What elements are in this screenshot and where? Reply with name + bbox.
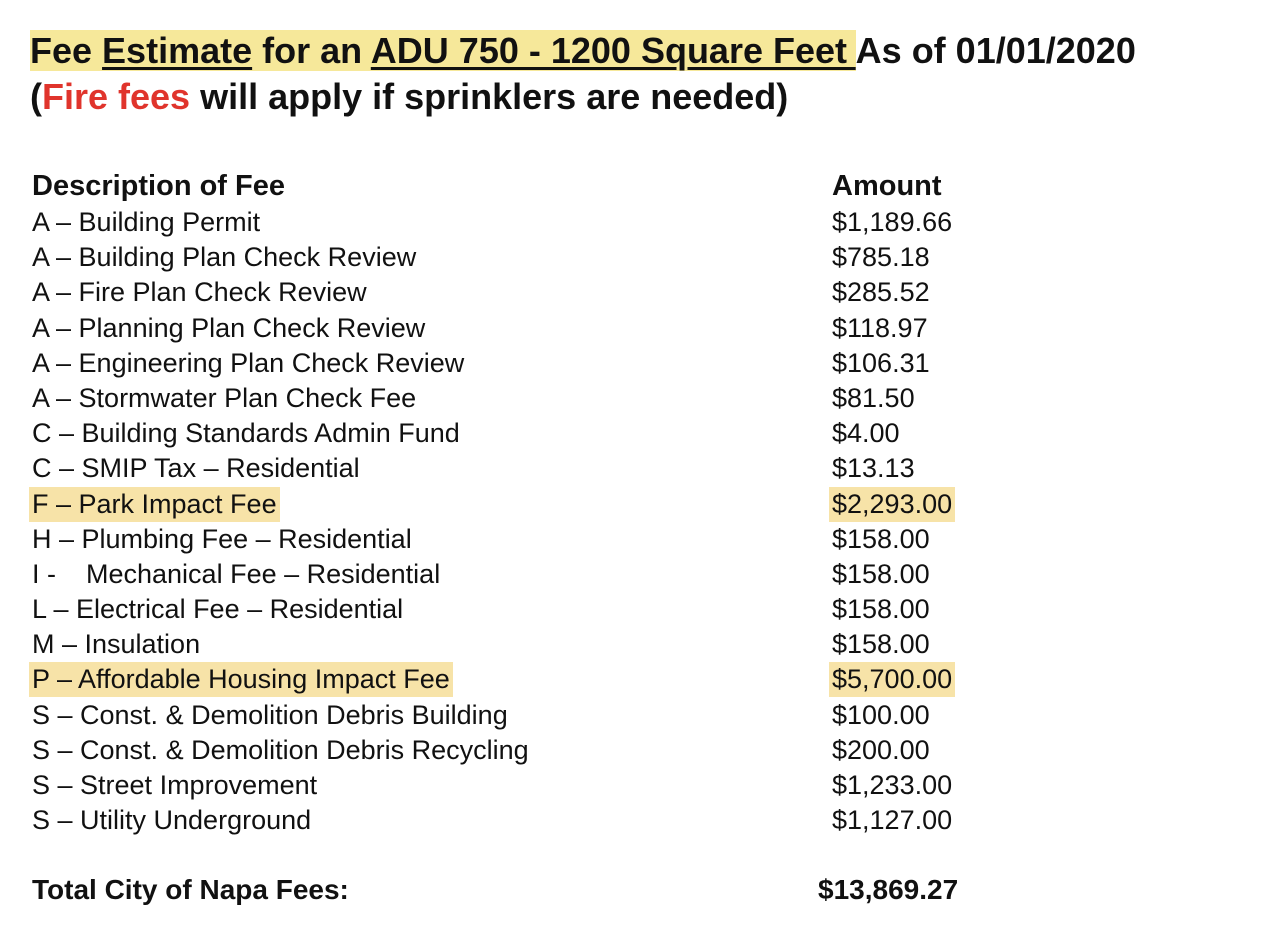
fee-description: S – Const. & Demolition Debris Recycling [32, 734, 529, 765]
fee-amount: $4.00 [832, 418, 900, 449]
fee-amount: $158.00 [832, 523, 930, 554]
fee-row [32, 592, 992, 627]
fee-table-header [32, 168, 992, 204]
fee-description: I - Mechanical Fee – Residential [32, 558, 441, 589]
fee-amount: $785.18 [832, 242, 930, 273]
title-part-date: As of 01/01/2020 [855, 30, 1136, 71]
fee-amount: $158.00 [832, 629, 930, 660]
header-amount: Amount [832, 170, 942, 202]
fee-description: H – Plumbing Fee – Residential [32, 523, 412, 554]
total-label: Total City of Napa Fees: [32, 874, 349, 905]
document-title [30, 28, 1260, 120]
fee-row [32, 275, 992, 310]
fee-row [32, 698, 992, 733]
fee-amount: $1,189.66 [832, 207, 953, 237]
fee-description: A – Stormwater Plan Check Fee [32, 382, 417, 413]
fee-amount: $1,233.00 [832, 770, 953, 800]
title-part-estimate: Estimate [102, 30, 253, 71]
fee-amount: $106.31 [832, 347, 930, 378]
fee-row [32, 522, 992, 557]
total-amount: $13,869.27 [818, 874, 959, 905]
fee-amount: $200.00 [832, 734, 930, 765]
fee-amount: $5,700.00 [829, 662, 955, 697]
fee-description: S – Street Improvement [32, 770, 318, 800]
title-line2-rest: will apply if sprinklers are needed) [190, 76, 789, 117]
fee-description: S – Utility Underground [32, 805, 312, 836]
fee-amount: $2,293.00 [829, 487, 955, 522]
fee-row [32, 416, 992, 451]
title-part-fee: Fee [30, 30, 103, 71]
fee-description: A – Planning Plan Check Review [32, 312, 426, 343]
fee-description: A – Engineering Plan Check Review [32, 347, 465, 378]
fee-description: M – Insulation [32, 629, 201, 660]
fee-description: P – Affordable Housing Impact Fee [29, 662, 453, 697]
fee-row [32, 662, 992, 697]
fee-row [32, 487, 992, 522]
fee-amount: $285.52 [832, 277, 930, 308]
fee-row [32, 381, 992, 416]
fee-row [32, 311, 992, 346]
fee-description: C – SMIP Tax – Residential [32, 453, 360, 484]
fee-description: F – Park Impact Fee [29, 487, 280, 522]
fee-row [32, 240, 992, 275]
fee-amount: $118.97 [832, 312, 928, 343]
fee-row [32, 205, 992, 240]
total-row [32, 870, 992, 910]
fee-row [32, 768, 992, 803]
fee-table-rows [32, 205, 992, 838]
fee-row [32, 627, 992, 662]
title-paren-open: ( [30, 76, 42, 117]
fee-row [32, 803, 992, 838]
fee-row [32, 733, 992, 768]
fee-amount: $158.00 [832, 594, 930, 625]
title-part-for-an: for an [252, 30, 371, 71]
fire-fees-text: Fire fees [42, 76, 191, 117]
fee-amount: $81.50 [832, 382, 915, 413]
fee-description: A – Fire Plan Check Review [32, 277, 367, 308]
fee-row [32, 346, 992, 381]
title-line-2 [30, 74, 1260, 120]
fee-description: S – Const. & Demolition Debris Building [32, 699, 508, 730]
fee-description: A – Building Permit [32, 207, 261, 237]
fee-amount: $1,127.00 [832, 805, 953, 836]
header-description: Description of Fee [32, 170, 285, 202]
fee-description: C – Building Standards Admin Fund [32, 418, 460, 449]
fee-row [32, 451, 992, 486]
title-part-adu-size: ADU 750 - 1200 Square Feet [370, 30, 856, 71]
fee-description: A – Building Plan Check Review [32, 242, 417, 273]
fee-amount: $158.00 [832, 558, 930, 589]
fee-amount: $100.00 [832, 699, 930, 730]
fee-row [32, 557, 992, 592]
title-line-1 [30, 28, 1260, 74]
fee-amount: $13.13 [832, 453, 915, 484]
fee-description: L – Electrical Fee – Residential [32, 594, 404, 625]
